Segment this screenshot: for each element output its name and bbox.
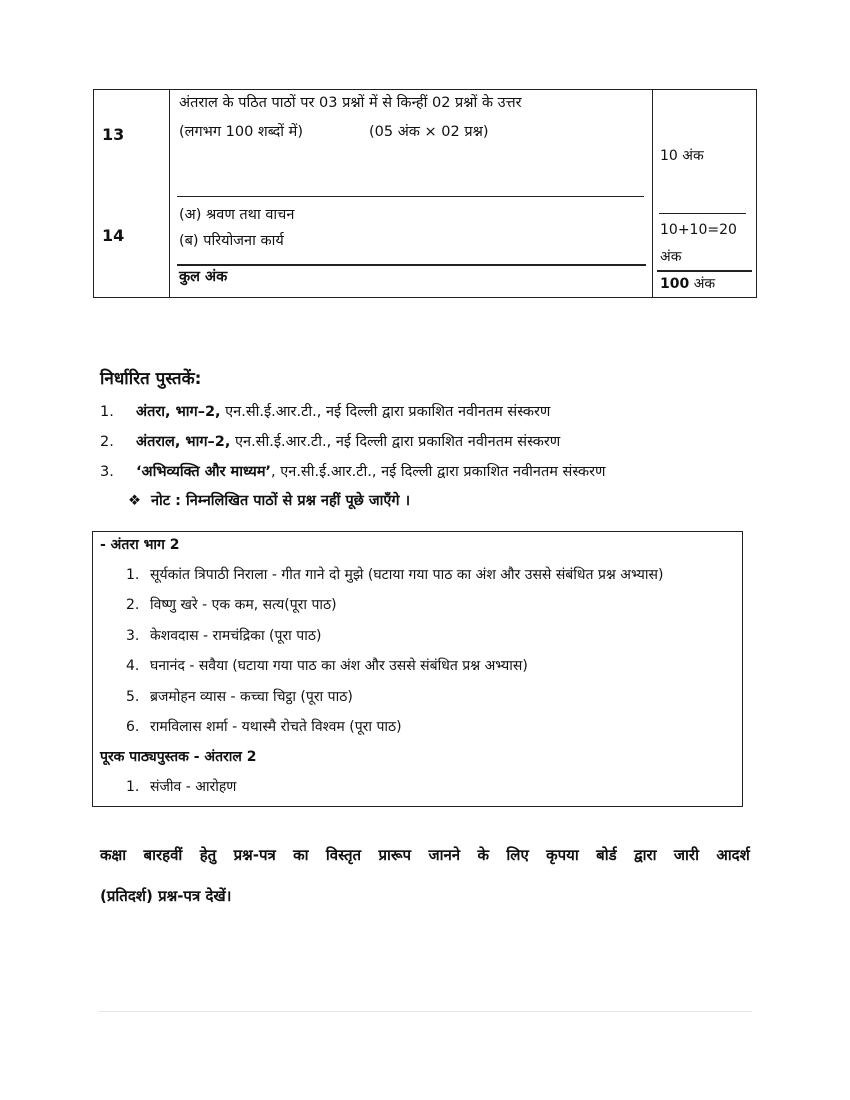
- note-text: : निम्नलिखित पाठों से प्रश्न नहीं पूछे जाएँगे ।: [170, 493, 411, 509]
- note-word: लिए: [506, 846, 529, 864]
- list-item: [126, 565, 663, 584]
- note-word: प्रारूप: [378, 846, 412, 864]
- book-title: अंतराल, भाग–2,: [136, 434, 231, 450]
- book-publisher: एन.सी.ई.आर.टी., नई दिल्ली द्वारा प्रकाशित नवीनतम संस्करण: [220, 404, 551, 420]
- book-number: 2.: [100, 434, 114, 450]
- list-item: [126, 687, 353, 706]
- book-item: [100, 461, 606, 481]
- table-column-divider: [169, 90, 170, 297]
- item-number: 5.: [126, 689, 140, 705]
- note-word: कक्षा: [100, 846, 127, 864]
- question-paper-note-line-1: [100, 845, 750, 865]
- item-text: सूर्यकांत त्रिपाठी निराला - गीत गाने दो मुझे (घटाया गया पाठ का अंश और उससे संबंधित प्रश्न अभ्यास): [150, 567, 664, 583]
- list-item: [126, 626, 321, 645]
- question-number-13: 13: [102, 125, 125, 144]
- list-item: [126, 777, 236, 796]
- antaral-heading: पूरक पाठ्यपुस्तक - अंतराल 2: [100, 749, 257, 765]
- total-marks: [660, 274, 715, 293]
- item-text: ब्रजमोहन व्यास - कच्चा चिट्ठा (पूरा पाठ): [150, 689, 353, 705]
- total-marks-unit: अंक: [693, 276, 716, 292]
- total-marks-separator: [657, 270, 752, 272]
- note-word: का: [293, 846, 309, 864]
- prescribed-books-heading: निर्धारित पुस्तकें:: [100, 369, 202, 389]
- note-word: द्वारा: [634, 846, 657, 864]
- item-number: 4.: [126, 658, 140, 674]
- note-word: के: [477, 846, 490, 864]
- question-13-description: अंतराल के पठित पाठों पर 03 प्रश्नों में से किन्हीं 02 प्रश्नों के उत्तर: [179, 95, 522, 111]
- antara-heading: - अंतरा भाग 2: [100, 537, 180, 553]
- book-number: 1.: [100, 404, 114, 420]
- question-13-marks: 10 अंक: [660, 148, 704, 164]
- note-word: जारी: [673, 846, 699, 864]
- question-14-marks-unit: अंक: [660, 249, 682, 265]
- diamond-bullet-icon: ❖: [128, 493, 141, 509]
- item-text: संजीव - आरोहण: [150, 779, 237, 795]
- marks-separator: [659, 213, 746, 214]
- total-marks-value: 100: [660, 276, 690, 292]
- list-item: [126, 656, 528, 675]
- excluded-lessons-box: [92, 531, 743, 807]
- item-number: 2.: [126, 597, 140, 613]
- question-paper-note-line-2: (प्रतिदर्श) प्रश्न-पत्र देखें।: [100, 887, 232, 905]
- book-publisher: एन.सी.ई.आर.टी., नई दिल्ली द्वारा प्रकाशित नवीनतम संस्करण: [230, 434, 561, 450]
- item-text: विष्णु खरे - एक कम, सत्य(पूरा पाठ): [150, 597, 337, 613]
- note-word: विस्तृत: [325, 846, 362, 864]
- item-text: घनानंद - सवैया (घटाया गया पाठ का अंश और उससे संबंधित प्रश्न अभ्यास): [150, 658, 528, 674]
- list-item: [126, 717, 402, 736]
- item-number: 3.: [126, 628, 140, 644]
- note-word: हेतु: [199, 846, 217, 864]
- question-number-14: 14: [102, 226, 125, 245]
- note-word: बोर्ड: [596, 846, 617, 864]
- book-publisher: , एन.सी.ई.आर.टी., नई दिल्ली द्वारा प्रकाशित नवीनतम संस्करण: [271, 464, 606, 480]
- question-14-part-b: (ब) परियोजना कार्य: [179, 233, 284, 249]
- list-item: [126, 595, 337, 614]
- note-word: कृपया: [546, 846, 579, 864]
- footer-divider: [98, 1011, 752, 1012]
- question-14-part-a: (अ) श्रवण तथा वाचन: [179, 207, 295, 223]
- total-label: कुल अंक: [179, 269, 228, 285]
- question-13-word-limit: (लगभग 100 शब्दों में): [179, 124, 303, 140]
- item-text: रामविलास शर्मा - यथास्मै रोचते विश्वम (पूरा पाठ): [150, 719, 402, 735]
- book-number: 3.: [100, 464, 114, 480]
- marks-table: [93, 89, 757, 298]
- book-title: ‘अभिव्यक्ति और माध्यम’: [136, 464, 272, 480]
- note-label: नोट: [151, 493, 171, 509]
- note-word: जानने: [428, 846, 461, 864]
- note-word: आदर्श: [716, 846, 750, 864]
- question-13-mark-split: (05 अंक × 02 प्रश्न): [369, 124, 489, 140]
- item-number: 1.: [126, 779, 140, 795]
- table-column-divider: [652, 90, 653, 297]
- item-text: केशवदास - रामचंद्रिका (पूरा पाठ): [150, 628, 322, 644]
- book-title: अंतरा, भाग–2,: [136, 404, 221, 420]
- note-line: [128, 490, 410, 510]
- note-word: प्रश्न-पत्र: [233, 846, 276, 864]
- book-item: [100, 401, 550, 421]
- book-item: [100, 431, 560, 451]
- question-14-marks: 10+10=20: [660, 222, 737, 238]
- row-separator: [177, 196, 644, 197]
- item-number: 6.: [126, 719, 140, 735]
- note-word: बारहवीं: [143, 846, 183, 864]
- total-separator: [177, 264, 646, 266]
- item-number: 1.: [126, 567, 140, 583]
